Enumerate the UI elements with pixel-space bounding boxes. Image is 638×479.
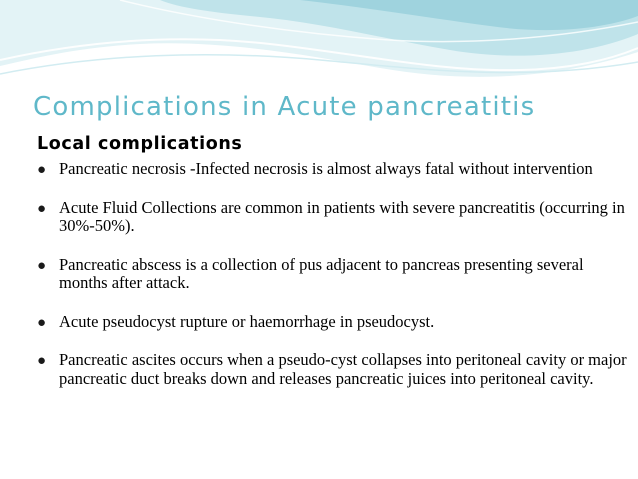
bullet-item: [37, 199, 627, 236]
slide-subtitle: Local complications: [37, 134, 243, 154]
bullet-text: Acute Fluid Collections are common in patients with severe pancreatitis (occurring in 30%-50%).: [59, 197, 625, 235]
bullet-list: [37, 160, 627, 408]
header-wave-decoration: [0, 0, 638, 90]
bullet-dot-icon: ●: [37, 257, 47, 274]
bullet-item: [37, 160, 627, 179]
bullet-text: Pancreatic ascites occurs when a pseudo-cyst collapses into peritoneal cavity or major pancreatic duct breaks down and releases pancreatic juices into peritoneal cavity.: [59, 350, 627, 388]
bullet-dot-icon: ●: [37, 162, 47, 178]
bullet-dot-icon: ●: [37, 314, 47, 331]
bullet-text: Pancreatic abscess is a collection of pus adjacent to pancreas presenting several months after attack.: [59, 254, 584, 292]
bullet-item: [37, 256, 627, 293]
slide-title: Complications in Acute pancreatitis: [33, 92, 536, 122]
bullet-text: Acute pseudocyst rupture or haemorrhage in pseudocyst.: [59, 311, 435, 331]
bullet-text: Pancreatic necrosis -Infected necrosis is almost always fatal without intervention: [59, 159, 593, 178]
bullet-item: [37, 313, 627, 332]
bullet-dot-icon: ●: [37, 200, 47, 217]
bullet-item: [37, 351, 627, 388]
bullet-dot-icon: ●: [37, 353, 47, 369]
